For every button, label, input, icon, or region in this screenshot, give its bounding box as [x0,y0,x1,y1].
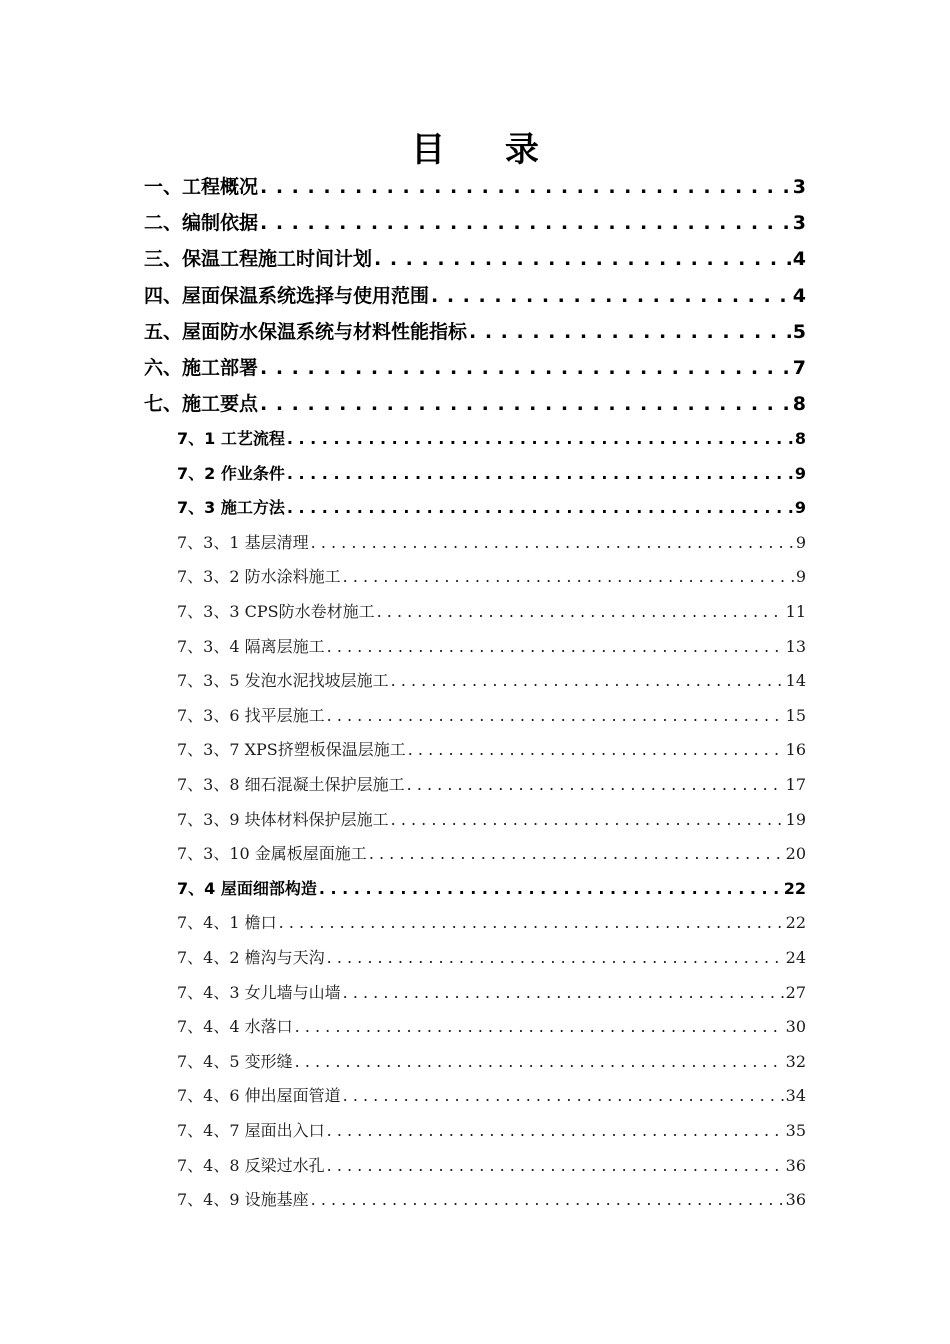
toc-dot-leader [408,736,784,764]
toc-entry-page-number: 11 [785,602,806,621]
toc-entry[interactable] [177,1082,806,1110]
toc-dot-leader [343,1082,784,1110]
toc-entry-label: 7、3、6 找平层施工 [177,706,325,725]
toc-entry-page-number: 36 [785,1190,806,1209]
toc-entry[interactable] [177,840,806,868]
toc-entry[interactable] [177,771,806,799]
toc-entry-label: 7、4、3 女儿墙与山墙 [177,983,341,1002]
toc-entry-page-number: 32 [785,1052,806,1071]
toc-entry-label: 7、3、8 细石混凝土保护层施工 [177,775,405,794]
toc-entry[interactable] [177,979,806,1007]
toc-entry[interactable] [177,944,806,972]
toc-entry-page-number: 3 [792,176,806,198]
toc-entry-page-number: 7 [792,357,806,379]
toc-entry-label: 五、屋面防水保温系统与材料性能指标 [144,321,468,343]
toc-dot-leader [391,806,784,834]
toc-dot-leader [311,529,794,557]
toc-dot-leader [327,1152,784,1180]
toc-entry[interactable] [177,460,806,488]
toc-entry-label: 7、3、9 块体材料保护层施工 [177,810,389,829]
toc-entry[interactable] [144,317,806,347]
toc-dot-leader [260,389,791,419]
toc-entry[interactable] [177,1152,806,1180]
toc-entry-label: 7、3、2 防水涂料施工 [177,567,341,586]
toc-dot-leader [391,667,784,695]
toc-entry[interactable] [177,633,806,661]
toc-dot-leader [327,944,784,972]
toc-entry-label: 三、保温工程施工时间计划 [144,248,373,270]
toc-entry-label: 7、4、1 檐口 [177,913,277,932]
toc-entry-page-number: 9 [795,567,806,586]
toc-dot-leader [260,172,791,202]
toc-entry-label: 7、4、4 水落口 [177,1017,293,1036]
toc-entry[interactable] [177,736,806,764]
toc-dot-leader [287,494,793,522]
toc-entry-label: 7、4 屋面细部构造 [177,879,317,898]
toc-entry[interactable] [144,172,806,202]
toc-entry[interactable] [144,244,806,274]
toc-entry[interactable] [177,875,806,903]
toc-entry-page-number: 19 [785,810,806,829]
toc-entry-page-number: 13 [785,637,806,656]
toc-entry[interactable] [144,281,806,311]
toc-entry-label: 7、3、4 隔离层施工 [177,637,325,656]
toc-entry-page-number: 9 [794,498,806,517]
toc-entry-label: 7、3 施工方法 [177,498,285,517]
toc-entry-label: 7、4、8 反梁过水孔 [177,1156,325,1175]
toc-entry[interactable] [177,529,806,557]
toc-dot-leader [279,909,784,937]
toc-entry-label: 7、3、1 基层清理 [177,533,309,552]
toc-dot-leader [343,563,794,591]
toc-entry-page-number: 3 [792,212,806,234]
toc-entry-label: 七、施工要点 [144,393,259,415]
toc-entry-label: 7、3、5 发泡水泥找坡层施工 [177,671,389,690]
toc-dot-leader [295,1013,784,1041]
toc-entry-label: 7、1 工艺流程 [177,429,285,448]
toc-dot-leader [327,702,784,730]
toc-entry-page-number: 35 [785,1121,806,1140]
toc-entry[interactable] [177,494,806,522]
toc-dot-leader [260,208,791,238]
toc-entry[interactable] [144,353,806,383]
toc-entry[interactable] [177,1048,806,1076]
toc-entry[interactable] [177,667,806,695]
toc-entry-page-number: 16 [785,740,806,759]
toc-entry[interactable] [177,425,806,453]
toc-entry-label: 7、3、10 金属板屋面施工 [177,844,367,863]
toc-entry-page-number: 15 [785,706,806,725]
toc-entry-page-number: 20 [785,844,806,863]
toc-entry-page-number: 27 [785,983,806,1002]
toc-entry-label: 7、3、7 XPS挤塑板保温层施工 [177,740,406,759]
toc-entry-page-number: 9 [795,533,806,552]
toc-dot-leader [295,1048,784,1076]
toc-entry-label: 7、4、9 设施基座 [177,1190,309,1209]
toc-entry-label: 7、3、3 CPS防水卷材施工 [177,602,375,621]
toc-entry-label: 7、2 作业条件 [177,464,285,483]
toc-entry[interactable] [177,1186,806,1214]
toc-dot-leader [377,598,784,626]
toc-entry-label: 四、屋面保温系统选择与使用范围 [144,285,430,307]
toc-dot-leader [469,317,791,347]
toc-entry[interactable] [177,1013,806,1041]
toc-entry[interactable] [177,702,806,730]
toc-entry-page-number: 36 [785,1156,806,1175]
toc-entry[interactable] [144,389,806,419]
toc-entry-label: 六、施工部署 [144,357,259,379]
toc-entry[interactable] [177,563,806,591]
toc-entry-page-number: 5 [792,321,806,343]
toc-entry[interactable] [177,1117,806,1145]
toc-entry-page-number: 4 [792,248,806,270]
toc-dot-leader [287,425,793,453]
toc-dot-leader [431,281,791,311]
toc-entry-page-number: 9 [794,464,806,483]
toc-dot-leader [311,1186,784,1214]
toc-entry[interactable] [177,806,806,834]
toc-entry-page-number: 30 [785,1017,806,1036]
toc-dot-leader [407,771,784,799]
toc-dot-leader [327,1117,784,1145]
toc-entry-page-number: 8 [792,393,806,415]
toc-dot-leader [343,979,784,1007]
toc-entry-label: 7、4、6 伸出屋面管道 [177,1086,341,1105]
toc-entry-label: 7、4、5 变形缝 [177,1052,293,1071]
toc-dot-leader [374,244,791,274]
toc-dot-leader [319,875,782,903]
toc-dot-leader [369,840,784,868]
toc-dot-leader [287,460,793,488]
toc-entry-label: 7、4、2 檐沟与天沟 [177,948,325,967]
toc-entry[interactable] [177,909,806,937]
toc-entry-page-number: 22 [783,879,806,898]
toc-entry-page-number: 34 [785,1086,806,1105]
toc-entry-page-number: 17 [785,775,806,794]
toc-entry-page-number: 24 [785,948,806,967]
toc-entry-label: 二、编制依据 [144,212,259,234]
toc-entry-page-number: 22 [785,913,806,932]
toc-entry-label: 7、4、7 屋面出入口 [177,1121,325,1140]
toc-dot-leader [260,353,791,383]
toc-entry[interactable] [144,208,806,238]
toc-entry-page-number: 14 [785,671,806,690]
toc-entry[interactable] [177,598,806,626]
toc-entry-page-number: 4 [792,285,806,307]
toc-dot-leader [327,633,784,661]
toc-entry-page-number: 8 [794,429,806,448]
page-title: 目 录 [411,130,563,170]
toc-entry-label: 一、工程概况 [144,176,259,198]
